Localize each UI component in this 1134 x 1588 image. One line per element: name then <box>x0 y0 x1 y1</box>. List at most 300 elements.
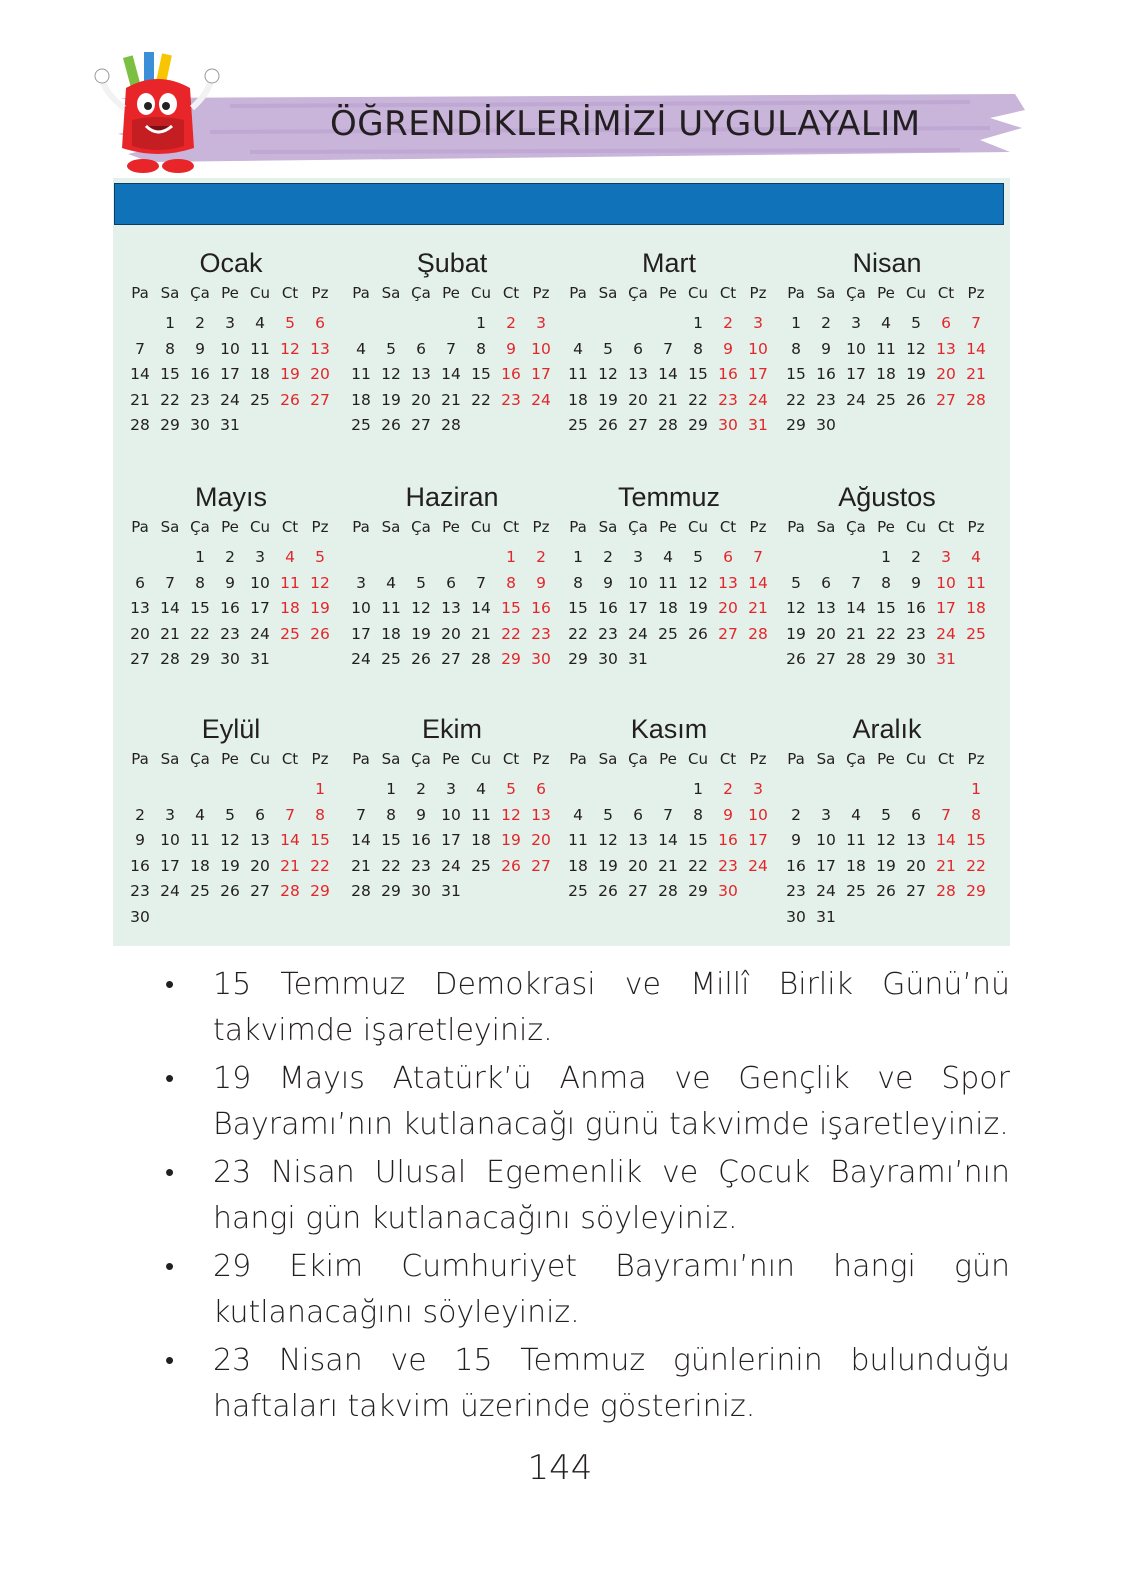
day-cell[interactable]: 23 <box>816 390 836 409</box>
day-cell[interactable]: 25 <box>351 416 371 434</box>
day-cell[interactable]: 26 <box>786 650 806 668</box>
day-cell[interactable]: 18 <box>250 365 270 383</box>
day-cell[interactable]: 29 <box>876 650 896 668</box>
day-cell[interactable]: 26 <box>381 416 401 434</box>
day-cell[interactable]: 8 <box>386 805 396 824</box>
day-cell[interactable]: 22 <box>876 624 896 643</box>
day-cell[interactable]: 21 <box>280 856 300 875</box>
day-cell[interactable]: 7 <box>165 573 175 592</box>
day-cell[interactable]: 23 <box>190 390 210 409</box>
day-cell[interactable]: 21 <box>658 390 678 409</box>
day-cell[interactable]: 12 <box>598 831 618 849</box>
day-cell[interactable]: 3 <box>633 548 643 566</box>
day-cell[interactable]: 5 <box>603 805 613 824</box>
day-cell[interactable]: 1 <box>573 548 583 566</box>
day-cell[interactable]: 19 <box>598 856 618 875</box>
day-cell[interactable]: 29 <box>190 650 210 668</box>
day-cell[interactable]: 13 <box>250 831 270 849</box>
day-cell[interactable]: 2 <box>416 780 426 798</box>
day-cell[interactable]: 5 <box>506 780 516 798</box>
day-cell[interactable]: 10 <box>748 805 768 824</box>
day-cell[interactable]: 4 <box>195 805 205 824</box>
day-cell[interactable]: 17 <box>816 856 836 875</box>
day-cell[interactable]: 9 <box>416 805 426 824</box>
day-cell[interactable]: 17 <box>220 365 240 383</box>
day-cell[interactable]: 4 <box>851 805 861 824</box>
day-cell[interactable]: 1 <box>386 780 396 798</box>
day-cell[interactable]: 3 <box>851 314 861 332</box>
day-cell[interactable]: 18 <box>876 365 896 383</box>
day-cell[interactable]: 28 <box>441 416 461 434</box>
day-cell[interactable]: 15 <box>471 365 491 383</box>
day-cell[interactable]: 6 <box>633 805 643 824</box>
day-cell[interactable]: 25 <box>966 624 986 643</box>
day-cell[interactable]: 18 <box>846 856 866 875</box>
day-cell[interactable]: 17 <box>846 365 866 383</box>
day-cell[interactable]: 27 <box>628 882 648 900</box>
day-cell[interactable]: 4 <box>285 548 295 566</box>
day-cell[interactable]: 17 <box>351 624 371 643</box>
day-cell[interactable]: 2 <box>603 548 613 566</box>
day-cell[interactable]: 11 <box>876 339 896 358</box>
day-cell[interactable]: 24 <box>936 624 956 643</box>
day-cell[interactable]: 6 <box>135 573 145 592</box>
day-cell[interactable]: 14 <box>471 599 491 617</box>
day-cell[interactable]: 5 <box>315 548 325 566</box>
day-cell[interactable]: 7 <box>285 805 295 824</box>
day-cell[interactable]: 30 <box>130 907 150 926</box>
day-cell[interactable]: 30 <box>906 650 926 668</box>
day-cell[interactable]: 26 <box>501 856 521 875</box>
day-cell[interactable]: 11 <box>846 831 866 849</box>
day-cell[interactable]: 29 <box>501 650 521 668</box>
day-cell[interactable]: 10 <box>628 573 648 592</box>
day-cell[interactable]: 3 <box>165 805 175 824</box>
day-cell[interactable]: 24 <box>441 856 461 875</box>
day-cell[interactable]: 8 <box>165 339 175 358</box>
day-cell[interactable]: 9 <box>195 339 205 358</box>
day-cell[interactable]: 2 <box>225 548 235 566</box>
day-cell[interactable]: 9 <box>603 573 613 592</box>
day-cell[interactable]: 23 <box>411 856 431 875</box>
day-cell[interactable]: 12 <box>310 573 330 592</box>
day-cell[interactable]: 12 <box>280 339 300 358</box>
day-cell[interactable]: 18 <box>190 856 210 875</box>
day-cell[interactable]: 14 <box>130 365 150 383</box>
day-cell[interactable]: 29 <box>786 416 806 434</box>
day-cell[interactable]: 2 <box>195 314 205 332</box>
day-cell[interactable]: 1 <box>791 314 801 332</box>
day-cell[interactable]: 5 <box>225 805 235 824</box>
day-cell[interactable]: 26 <box>310 624 330 643</box>
day-cell[interactable]: 30 <box>598 650 618 668</box>
day-cell[interactable]: 4 <box>971 548 981 566</box>
day-cell[interactable]: 5 <box>416 573 426 592</box>
day-cell[interactable]: 19 <box>381 390 401 409</box>
day-cell[interactable]: 12 <box>220 831 240 849</box>
day-cell[interactable]: 22 <box>786 390 806 409</box>
day-cell[interactable]: 21 <box>658 856 678 875</box>
day-cell[interactable]: 23 <box>786 882 806 900</box>
day-cell[interactable]: 9 <box>911 573 921 592</box>
day-cell[interactable]: 14 <box>846 599 866 617</box>
day-cell[interactable]: 30 <box>718 416 738 434</box>
day-cell[interactable]: 18 <box>658 599 678 617</box>
day-cell[interactable]: 24 <box>160 882 180 900</box>
day-cell[interactable]: 20 <box>906 856 926 875</box>
day-cell[interactable]: 15 <box>310 831 330 849</box>
day-cell[interactable]: 5 <box>693 548 703 566</box>
day-cell[interactable]: 1 <box>693 780 703 798</box>
day-cell[interactable]: 21 <box>441 390 461 409</box>
day-cell[interactable]: 5 <box>285 314 295 332</box>
day-cell[interactable]: 23 <box>531 624 551 643</box>
day-cell[interactable]: 20 <box>250 856 270 875</box>
day-cell[interactable]: 28 <box>280 882 300 900</box>
day-cell[interactable]: 25 <box>280 624 300 643</box>
day-cell[interactable]: 7 <box>663 805 673 824</box>
day-cell[interactable]: 4 <box>476 780 486 798</box>
day-cell[interactable]: 17 <box>748 831 768 849</box>
day-cell[interactable]: 16 <box>501 365 521 383</box>
day-cell[interactable]: 7 <box>135 339 145 358</box>
day-cell[interactable]: 24 <box>748 856 768 875</box>
day-cell[interactable]: 16 <box>411 831 431 849</box>
day-cell[interactable]: 28 <box>160 650 180 668</box>
day-cell[interactable]: 1 <box>881 548 891 566</box>
day-cell[interactable]: 6 <box>255 805 265 824</box>
day-cell[interactable]: 27 <box>250 882 270 900</box>
day-cell[interactable]: 6 <box>723 548 733 566</box>
day-cell[interactable]: 6 <box>633 339 643 358</box>
day-cell[interactable]: 13 <box>441 599 461 617</box>
day-cell[interactable]: 15 <box>190 599 210 617</box>
day-cell[interactable]: 28 <box>471 650 491 668</box>
day-cell[interactable]: 26 <box>598 416 618 434</box>
day-cell[interactable]: 7 <box>663 339 673 358</box>
day-cell[interactable]: 17 <box>748 365 768 383</box>
day-cell[interactable]: 2 <box>506 314 516 332</box>
day-cell[interactable]: 25 <box>471 856 491 875</box>
day-cell[interactable]: 29 <box>310 882 330 900</box>
day-cell[interactable]: 18 <box>568 856 588 875</box>
day-cell[interactable]: 22 <box>310 856 330 875</box>
day-cell[interactable]: 14 <box>936 831 956 849</box>
day-cell[interactable]: 24 <box>531 390 551 409</box>
day-cell[interactable]: 11 <box>966 573 986 592</box>
day-cell[interactable]: 13 <box>411 365 431 383</box>
day-cell[interactable]: 6 <box>911 805 921 824</box>
day-cell[interactable]: 16 <box>220 599 240 617</box>
day-cell[interactable]: 25 <box>381 650 401 668</box>
day-cell[interactable]: 15 <box>966 831 986 849</box>
day-cell[interactable]: 16 <box>130 856 150 875</box>
day-cell[interactable]: 19 <box>876 856 896 875</box>
day-cell[interactable]: 19 <box>501 831 521 849</box>
day-cell[interactable]: 12 <box>906 339 926 358</box>
day-cell[interactable]: 17 <box>936 599 956 617</box>
day-cell[interactable]: 13 <box>531 805 551 824</box>
day-cell[interactable]: 1 <box>476 314 486 332</box>
day-cell[interactable]: 27 <box>936 390 956 409</box>
day-cell[interactable]: 28 <box>846 650 866 668</box>
day-cell[interactable]: 30 <box>718 882 738 900</box>
day-cell[interactable]: 8 <box>315 805 325 824</box>
day-cell[interactable]: 8 <box>791 339 801 358</box>
day-cell[interactable]: 27 <box>411 416 431 434</box>
day-cell[interactable]: 20 <box>411 390 431 409</box>
day-cell[interactable]: 22 <box>160 390 180 409</box>
day-cell[interactable]: 21 <box>748 599 768 617</box>
day-cell[interactable]: 29 <box>966 882 986 900</box>
day-cell[interactable]: 1 <box>165 314 175 332</box>
day-cell[interactable]: 16 <box>598 599 618 617</box>
day-cell[interactable]: 27 <box>718 624 738 643</box>
day-cell[interactable]: 12 <box>786 599 806 617</box>
day-cell[interactable]: 3 <box>753 314 763 332</box>
day-cell[interactable]: 28 <box>130 416 150 434</box>
day-cell[interactable]: 30 <box>190 416 210 434</box>
day-cell[interactable]: 5 <box>911 314 921 332</box>
day-cell[interactable]: 8 <box>971 805 981 824</box>
day-cell[interactable]: 29 <box>160 416 180 434</box>
day-cell[interactable]: 2 <box>723 780 733 798</box>
day-cell[interactable]: 26 <box>598 882 618 900</box>
day-cell[interactable]: 10 <box>441 805 461 824</box>
day-cell[interactable]: 24 <box>628 624 648 643</box>
day-cell[interactable]: 1 <box>195 548 205 566</box>
day-cell[interactable]: 11 <box>471 805 491 824</box>
day-cell[interactable]: 19 <box>598 390 618 409</box>
day-cell[interactable]: 21 <box>471 624 491 643</box>
day-cell[interactable]: 14 <box>658 365 678 383</box>
day-cell[interactable]: 2 <box>821 314 831 332</box>
day-cell[interactable]: 9 <box>506 339 516 358</box>
day-cell[interactable]: 28 <box>936 882 956 900</box>
day-cell[interactable]: 19 <box>906 365 926 383</box>
day-cell[interactable]: 28 <box>748 624 768 643</box>
day-cell[interactable]: 30 <box>816 416 836 434</box>
day-cell[interactable]: 22 <box>966 856 986 875</box>
day-cell[interactable]: 14 <box>280 831 300 849</box>
day-cell[interactable]: 27 <box>531 856 551 875</box>
day-cell[interactable]: 15 <box>786 365 806 383</box>
day-cell[interactable]: 7 <box>753 548 763 566</box>
day-cell[interactable]: 20 <box>310 365 330 383</box>
day-cell[interactable]: 10 <box>936 573 956 592</box>
day-cell[interactable]: 31 <box>816 907 836 926</box>
day-cell[interactable]: 13 <box>718 573 738 592</box>
day-cell[interactable]: 31 <box>220 416 240 434</box>
day-cell[interactable]: 20 <box>718 599 738 617</box>
day-cell[interactable]: 18 <box>471 831 491 849</box>
day-cell[interactable]: 19 <box>688 599 708 617</box>
day-cell[interactable]: 10 <box>220 339 240 358</box>
day-cell[interactable]: 25 <box>568 416 588 434</box>
day-cell[interactable]: 14 <box>441 365 461 383</box>
day-cell[interactable]: 18 <box>280 599 300 617</box>
day-cell[interactable]: 21 <box>966 365 986 383</box>
day-cell[interactable]: 11 <box>568 365 588 383</box>
day-cell[interactable]: 26 <box>411 650 431 668</box>
day-cell[interactable]: 3 <box>821 805 831 824</box>
day-cell[interactable]: 27 <box>310 390 330 409</box>
day-cell[interactable]: 14 <box>160 599 180 617</box>
day-cell[interactable]: 3 <box>255 548 265 566</box>
day-cell[interactable]: 18 <box>568 390 588 409</box>
day-cell[interactable]: 25 <box>190 882 210 900</box>
day-cell[interactable]: 11 <box>190 831 210 849</box>
day-cell[interactable]: 14 <box>351 831 371 849</box>
day-cell[interactable]: 23 <box>906 624 926 643</box>
day-cell[interactable]: 31 <box>936 650 956 668</box>
day-cell[interactable]: 2 <box>911 548 921 566</box>
day-cell[interactable]: 19 <box>310 599 330 617</box>
day-cell[interactable]: 25 <box>658 624 678 643</box>
day-cell[interactable]: 4 <box>573 805 583 824</box>
day-cell[interactable]: 10 <box>160 831 180 849</box>
day-cell[interactable]: 7 <box>476 573 486 592</box>
day-cell[interactable]: 31 <box>250 650 270 668</box>
day-cell[interactable]: 30 <box>531 650 551 668</box>
day-cell[interactable]: 22 <box>471 390 491 409</box>
day-cell[interactable]: 23 <box>718 856 738 875</box>
day-cell[interactable]: 13 <box>816 599 836 617</box>
day-cell[interactable]: 3 <box>536 314 546 332</box>
day-cell[interactable]: 21 <box>846 624 866 643</box>
day-cell[interactable]: 19 <box>220 856 240 875</box>
day-cell[interactable]: 13 <box>310 339 330 358</box>
day-cell[interactable]: 11 <box>658 573 678 592</box>
day-cell[interactable]: 8 <box>506 573 516 592</box>
day-cell[interactable]: 9 <box>225 573 235 592</box>
day-cell[interactable]: 26 <box>906 390 926 409</box>
day-cell[interactable]: 7 <box>941 805 951 824</box>
day-cell[interactable]: 12 <box>381 365 401 383</box>
day-cell[interactable]: 7 <box>851 573 861 592</box>
day-cell[interactable]: 27 <box>906 882 926 900</box>
day-cell[interactable]: 20 <box>628 390 648 409</box>
day-cell[interactable]: 8 <box>476 339 486 358</box>
day-cell[interactable]: 10 <box>531 339 551 358</box>
day-cell[interactable]: 6 <box>416 339 426 358</box>
day-cell[interactable]: 4 <box>356 339 366 358</box>
day-cell[interactable]: 26 <box>876 882 896 900</box>
day-cell[interactable]: 1 <box>971 780 981 798</box>
day-cell[interactable]: 25 <box>568 882 588 900</box>
day-cell[interactable]: 1 <box>315 780 325 798</box>
day-cell[interactable]: 15 <box>688 831 708 849</box>
day-cell[interactable]: 20 <box>531 831 551 849</box>
day-cell[interactable]: 6 <box>315 314 325 332</box>
day-cell[interactable]: 28 <box>658 882 678 900</box>
day-cell[interactable]: 19 <box>786 624 806 643</box>
day-cell[interactable]: 24 <box>846 390 866 409</box>
day-cell[interactable]: 27 <box>816 650 836 668</box>
day-cell[interactable]: 18 <box>381 624 401 643</box>
day-cell[interactable]: 13 <box>130 599 150 617</box>
day-cell[interactable]: 24 <box>250 624 270 643</box>
day-cell[interactable]: 26 <box>688 624 708 643</box>
day-cell[interactable]: 16 <box>531 599 551 617</box>
day-cell[interactable]: 11 <box>280 573 300 592</box>
day-cell[interactable]: 16 <box>786 856 806 875</box>
day-cell[interactable]: 22 <box>568 624 588 643</box>
day-cell[interactable]: 12 <box>876 831 896 849</box>
day-cell[interactable]: 14 <box>658 831 678 849</box>
day-cell[interactable]: 29 <box>381 882 401 900</box>
day-cell[interactable]: 7 <box>971 314 981 332</box>
day-cell[interactable]: 15 <box>876 599 896 617</box>
day-cell[interactable]: 8 <box>573 573 583 592</box>
day-cell[interactable]: 27 <box>441 650 461 668</box>
day-cell[interactable]: 24 <box>220 390 240 409</box>
day-cell[interactable]: 30 <box>786 907 806 926</box>
day-cell[interactable]: 25 <box>876 390 896 409</box>
day-cell[interactable]: 15 <box>501 599 521 617</box>
day-cell[interactable]: 22 <box>381 856 401 875</box>
day-cell[interactable]: 10 <box>846 339 866 358</box>
day-cell[interactable]: 16 <box>816 365 836 383</box>
day-cell[interactable]: 13 <box>628 831 648 849</box>
day-cell[interactable]: 3 <box>356 573 366 592</box>
day-cell[interactable]: 15 <box>568 599 588 617</box>
day-cell[interactable]: 22 <box>190 624 210 643</box>
day-cell[interactable]: 4 <box>881 314 891 332</box>
day-cell[interactable]: 6 <box>821 573 831 592</box>
day-cell[interactable]: 21 <box>351 856 371 875</box>
day-cell[interactable]: 13 <box>906 831 926 849</box>
day-cell[interactable]: 9 <box>723 339 733 358</box>
day-cell[interactable]: 24 <box>816 882 836 900</box>
day-cell[interactable]: 6 <box>536 780 546 798</box>
day-cell[interactable]: 1 <box>506 548 516 566</box>
day-cell[interactable]: 6 <box>446 573 456 592</box>
day-cell[interactable]: 24 <box>748 390 768 409</box>
day-cell[interactable]: 13 <box>936 339 956 358</box>
day-cell[interactable]: 24 <box>351 650 371 668</box>
day-cell[interactable]: 5 <box>881 805 891 824</box>
day-cell[interactable]: 30 <box>220 650 240 668</box>
day-cell[interactable]: 20 <box>816 624 836 643</box>
day-cell[interactable]: 22 <box>688 856 708 875</box>
day-cell[interactable]: 16 <box>190 365 210 383</box>
day-cell[interactable]: 28 <box>351 882 371 900</box>
day-cell[interactable]: 20 <box>130 624 150 643</box>
day-cell[interactable]: 7 <box>446 339 456 358</box>
day-cell[interactable]: 9 <box>791 831 801 849</box>
day-cell[interactable]: 16 <box>718 365 738 383</box>
day-cell[interactable]: 29 <box>568 650 588 668</box>
day-cell[interactable]: 12 <box>598 365 618 383</box>
day-cell[interactable]: 27 <box>628 416 648 434</box>
day-cell[interactable]: 5 <box>603 339 613 358</box>
day-cell[interactable]: 4 <box>255 314 265 332</box>
day-cell[interactable]: 3 <box>941 548 951 566</box>
day-cell[interactable]: 14 <box>748 573 768 592</box>
day-cell[interactable]: 9 <box>821 339 831 358</box>
day-cell[interactable]: 21 <box>160 624 180 643</box>
day-cell[interactable]: 20 <box>936 365 956 383</box>
day-cell[interactable]: 2 <box>135 805 145 824</box>
day-cell[interactable]: 11 <box>351 365 371 383</box>
day-cell[interactable]: 3 <box>446 780 456 798</box>
day-cell[interactable]: 9 <box>536 573 546 592</box>
day-cell[interactable]: 10 <box>748 339 768 358</box>
day-cell[interactable]: 15 <box>160 365 180 383</box>
day-cell[interactable]: 26 <box>220 882 240 900</box>
day-cell[interactable]: 23 <box>220 624 240 643</box>
